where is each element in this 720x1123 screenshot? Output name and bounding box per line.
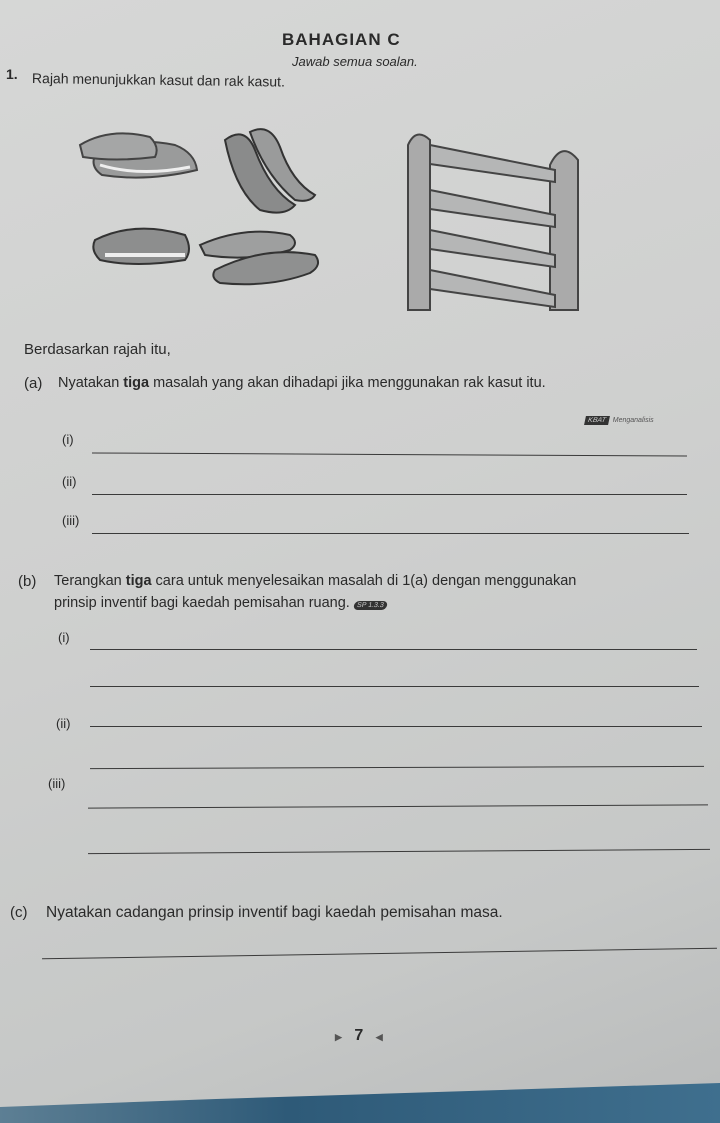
shoe-rack-illustration [400,125,595,315]
left-arrow-icon: ◀ [375,1032,383,1042]
a-answer-line-3[interactable] [92,533,689,534]
kbat-badge [585,416,654,425]
part-b-text-line2 [54,595,391,611]
part-c-label: (c) [10,904,28,921]
instruction: Jawab semua soalan. [292,54,418,69]
page-number-text: 7 [354,1027,364,1044]
b-answer-line-2a[interactable] [90,726,702,727]
sp-badge: SP 1.3.3 [353,601,388,610]
shoes-illustration [75,120,330,300]
b-answer-line-1b[interactable] [90,686,699,687]
background-surface [0,1083,720,1123]
part-a-pre: Nyatakan [58,375,124,391]
part-b-text [54,573,576,589]
b-answer-line-3b[interactable] [88,849,710,854]
b-item-2: (ii) [56,716,71,731]
section-title: BAHAGIAN C [282,30,401,49]
part-b-label: (b) [18,573,37,590]
part-c-text: Nyatakan cadangan prinsip inventif bagi kaedah pemisahan masa. [46,904,503,921]
a-item-1: (i) [62,432,74,447]
skill-label: Menganalisis [612,417,654,424]
prompt: Berdasarkan rajah itu, [24,341,171,358]
question-number: 1. [6,66,18,82]
page-number [335,1027,383,1045]
right-arrow-icon: ▶ [335,1032,342,1042]
part-a-label: (a) [24,375,43,392]
b-answer-line-3a[interactable] [88,804,708,808]
a-item-3: (iii) [62,513,80,528]
part-a-bold: tiga [123,375,150,391]
b-answer-line-2b[interactable] [90,766,704,769]
kbat-label: KBAT [584,416,610,425]
part-b-line2: prinsip inventif bagi kaedah pemisahan ruang. [54,595,350,611]
part-b-pre: Terangkan [54,573,126,589]
a-item-2: (ii) [62,474,77,489]
question-intro: Rajah menunjukkan kasut dan rak kasut. [31,70,286,90]
part-a-post: masalah yang akan dihadapi jika menggunakan rak kasut itu. [149,375,546,391]
b-item-1: (i) [58,630,70,645]
part-a-text [58,375,546,391]
b-item-3: (iii) [48,776,66,791]
c-answer-line[interactable] [42,948,717,960]
part-b-post: cara untuk menyelesaikan masalah di 1(a) dengan menggunakan [151,573,577,589]
b-answer-line-1a[interactable] [90,649,697,650]
a-answer-line-1[interactable] [92,452,687,456]
a-answer-line-2[interactable] [92,494,687,495]
part-b-bold: tiga [125,573,152,589]
